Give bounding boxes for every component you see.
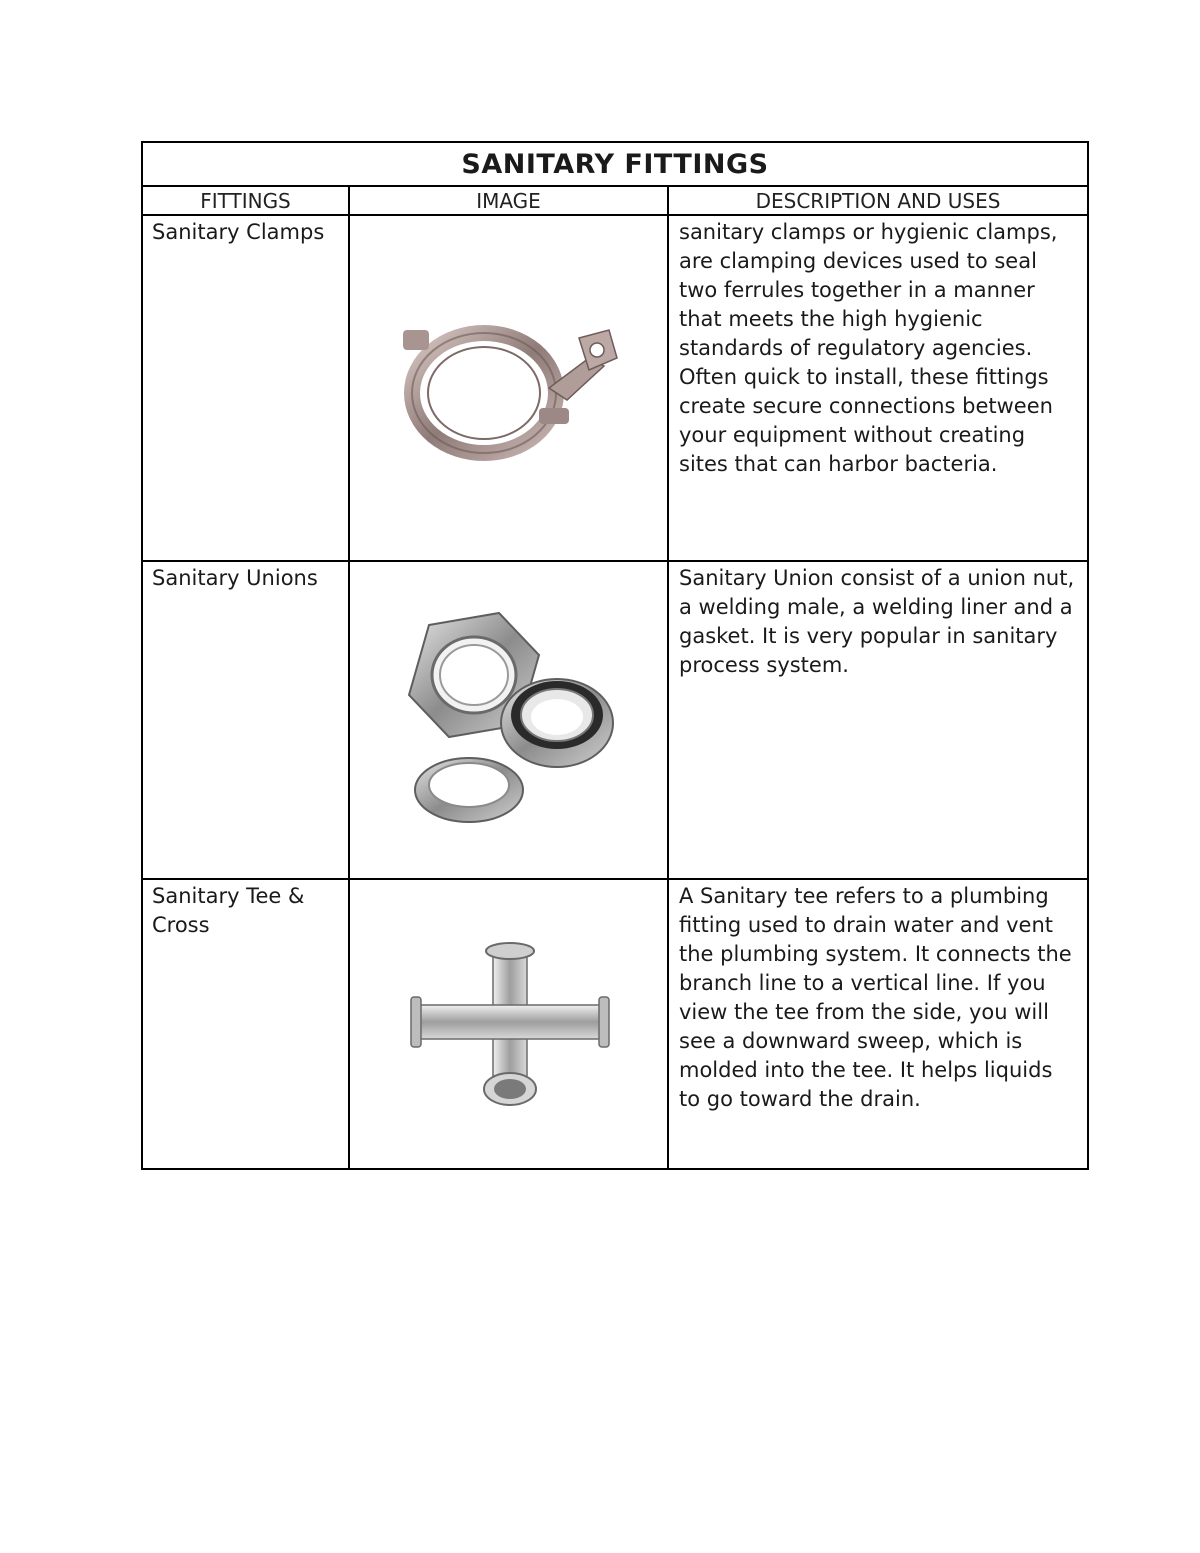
table-row [142, 561, 1088, 879]
sanitary-clamp-icon [389, 308, 629, 468]
table-title: SANITARY FITTINGS [142, 142, 1088, 186]
fitting-description: A Sanitary tee refers to a plumbing fitting used to drain water and vent the plumbing system. It connects the branch line to a vertical line. If you view the tee from the side, you will see a downward sweep, which is molded into the tee. It helps liquids to go toward the drain. [668, 879, 1088, 1169]
sanitary-cross-icon [399, 939, 619, 1109]
fitting-image [349, 561, 668, 879]
sanitary-union-icon [389, 605, 629, 835]
fitting-image [349, 215, 668, 561]
header-image: IMAGE [349, 186, 668, 215]
fitting-image [349, 879, 668, 1169]
table-row [142, 215, 1088, 561]
fitting-description: Sanitary Union consist of a union nut, a welding male, a welding liner and a gasket. It is very popular in sanitary process system. [668, 561, 1088, 879]
fittings-table [141, 141, 1089, 1170]
fitting-description: sanitary clamps or hygienic clamps, are clamping devices used to seal two ferrules together in a manner that meets the high hygienic standards of regulatory agencies. Often quick to install, these fittings create secure connections between your equipment without creating sites that can harbor bacteria. [668, 215, 1088, 561]
header-description: DESCRIPTION AND USES [668, 186, 1088, 215]
fitting-name: Sanitary Unions [142, 561, 349, 879]
fitting-name: Sanitary Tee & Cross [142, 879, 349, 1169]
header-fittings: FITTINGS [142, 186, 349, 215]
table-row [142, 879, 1088, 1169]
fitting-name: Sanitary Clamps [142, 215, 349, 561]
